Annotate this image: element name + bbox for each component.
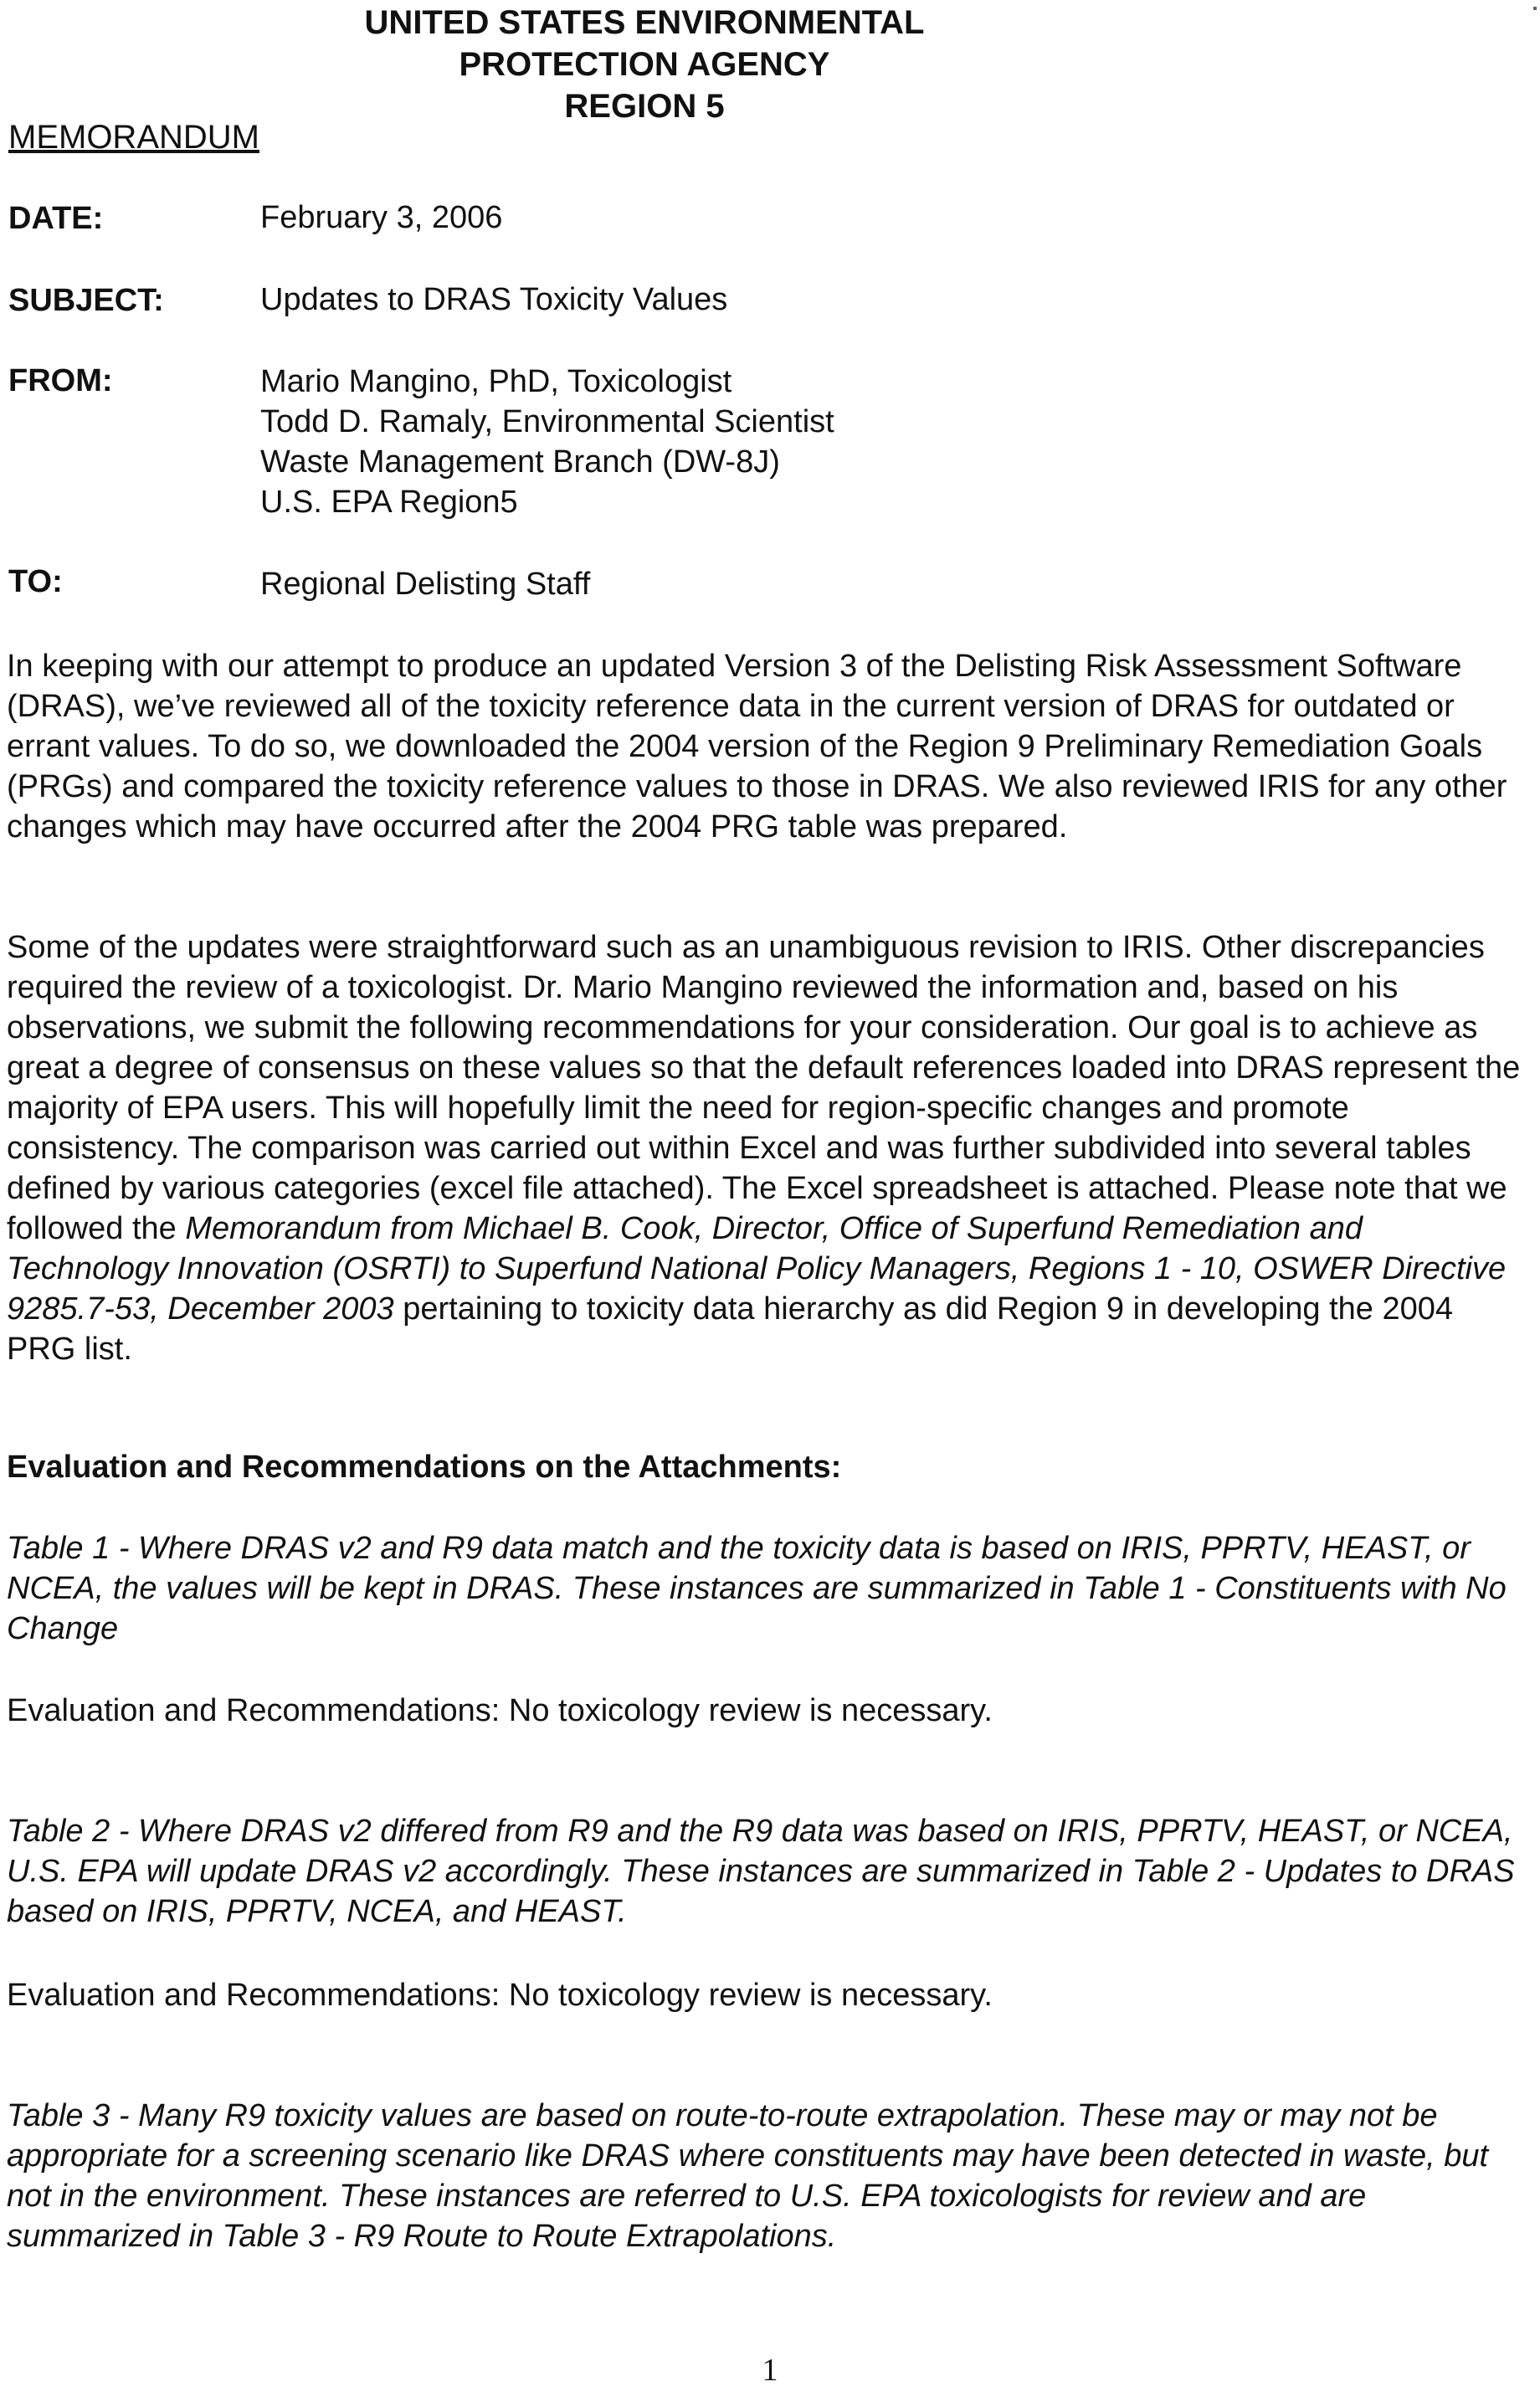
agency-name: UNITED STATES ENVIRONMENTAL PROTECTION AGENCY xyxy=(364,4,925,83)
table3-description: Table 3 - Many R9 toxicity values are based on route-to-route extrapolation. These may or may not be appropriate for a screening scenario like DRAS where constituents may have been detected in waste, but not in the environment. These instances are referred to U.S. EPA toxicologists for review and are summarized in Table 3 - R9 Route to Route Extrapolations. xyxy=(7,2098,1489,2254)
memo-label: MEMORANDUM xyxy=(8,119,259,156)
updates-text: Some of the updates were straightforward such as an unambiguous revision to IRIS. Other discrepancies required the review of a toxicologist. Dr. Mario Mangino reviewed the information and, based on his observations, we submit the following recommendations for your consideration. Our goal is to achieve as great a degree of consensus on these values so that the default references loaded into DRAS represent the majority of EPA users. This will hopefully limit the need for region-specific changes and promote consistency. The comparison was carried out within Excel and was further subdivided into several tables defined by various categories (excel file attached). The Excel spreadsheet is attached. Please note that we followed the xyxy=(7,930,1521,1246)
page-number: 1 xyxy=(762,2353,778,2388)
from-line: Todd D. Ramaly, Environmental Scientist xyxy=(260,404,834,439)
from-line: Waste Management Branch (DW-8J) xyxy=(260,444,780,480)
from-line: U.S. EPA Region5 xyxy=(260,485,518,520)
date-value: February 3, 2006 xyxy=(260,200,503,235)
date-label: DATE: xyxy=(8,201,104,236)
table1-evaluation: Evaluation and Recommendations: No toxicology review is necessary. xyxy=(7,1693,993,1728)
updates-paragraph xyxy=(7,927,1526,1369)
updates-text-end: pertaining to toxicity data hierarchy as did Region 9 in developing the 2004 PRG list. xyxy=(7,1291,1454,1367)
table2-evaluation: Evaluation and Recommendations: No toxicology review is necessary. xyxy=(7,1978,993,2013)
table2-description: Table 2 - Where DRAS v2 differed from R9 and the R9 data was based on IRIS, PPRTV, HEAST, or NCEA, U.S. EPA will update DRAS v2 accordingly. These instances are summarized in Table 2 - Updates to DRAS based on IRIS, PPRTV, NCEA, and HEAST. xyxy=(7,1814,1515,1929)
from-block xyxy=(260,362,834,522)
section-heading: Evaluation and Recommendations on the Attachments: xyxy=(7,1450,842,1485)
from-label: FROM: xyxy=(8,363,113,398)
directive-citation: Memorandum from Michael B. Cook, Director, Office of Superfund Remediation and Technology Innovation (OSRTI) to Superfund National Policy Managers, Regions 1 - 10, OSWER Directive 9285.7-53, December 2003 xyxy=(7,1211,1507,1327)
table1-description: Table 1 - Where DRAS v2 and R9 data match and the toxicity data is based on IRIS, PPRTV, HEAST, or NCEA, the values will be kept in DRAS. These instances are summarized in Table 1 - Constituents with No Change xyxy=(7,1531,1507,1646)
agency-region: REGION 5 xyxy=(564,88,725,125)
scan-speck xyxy=(1533,7,1537,10)
from-line: Mario Mangino, PhD, Toxicologist xyxy=(260,364,732,399)
subject-value: Updates to DRAS Toxicity Values xyxy=(260,282,728,317)
agency-header xyxy=(251,2,1038,127)
subject-label: SUBJECT: xyxy=(8,283,164,318)
intro-paragraph: In keeping with our attempt to produce an updated Version 3 of the Delisting Risk Assessment Software (DRAS), we’ve reviewed all of the toxicity reference data in the current version of DRAS for outdated or errant values. To do so, we downloaded the 2004 version of the Region 9 Preliminary Remediation Goals (PRGs) and compared the toxicity reference values to those in DRAS. We also reviewed IRIS for any other changes which may have occurred after the 2004 PRG table was prepared. xyxy=(7,649,1507,844)
to-label: TO: xyxy=(8,564,63,599)
to-value: Regional Delisting Staff xyxy=(260,567,591,602)
